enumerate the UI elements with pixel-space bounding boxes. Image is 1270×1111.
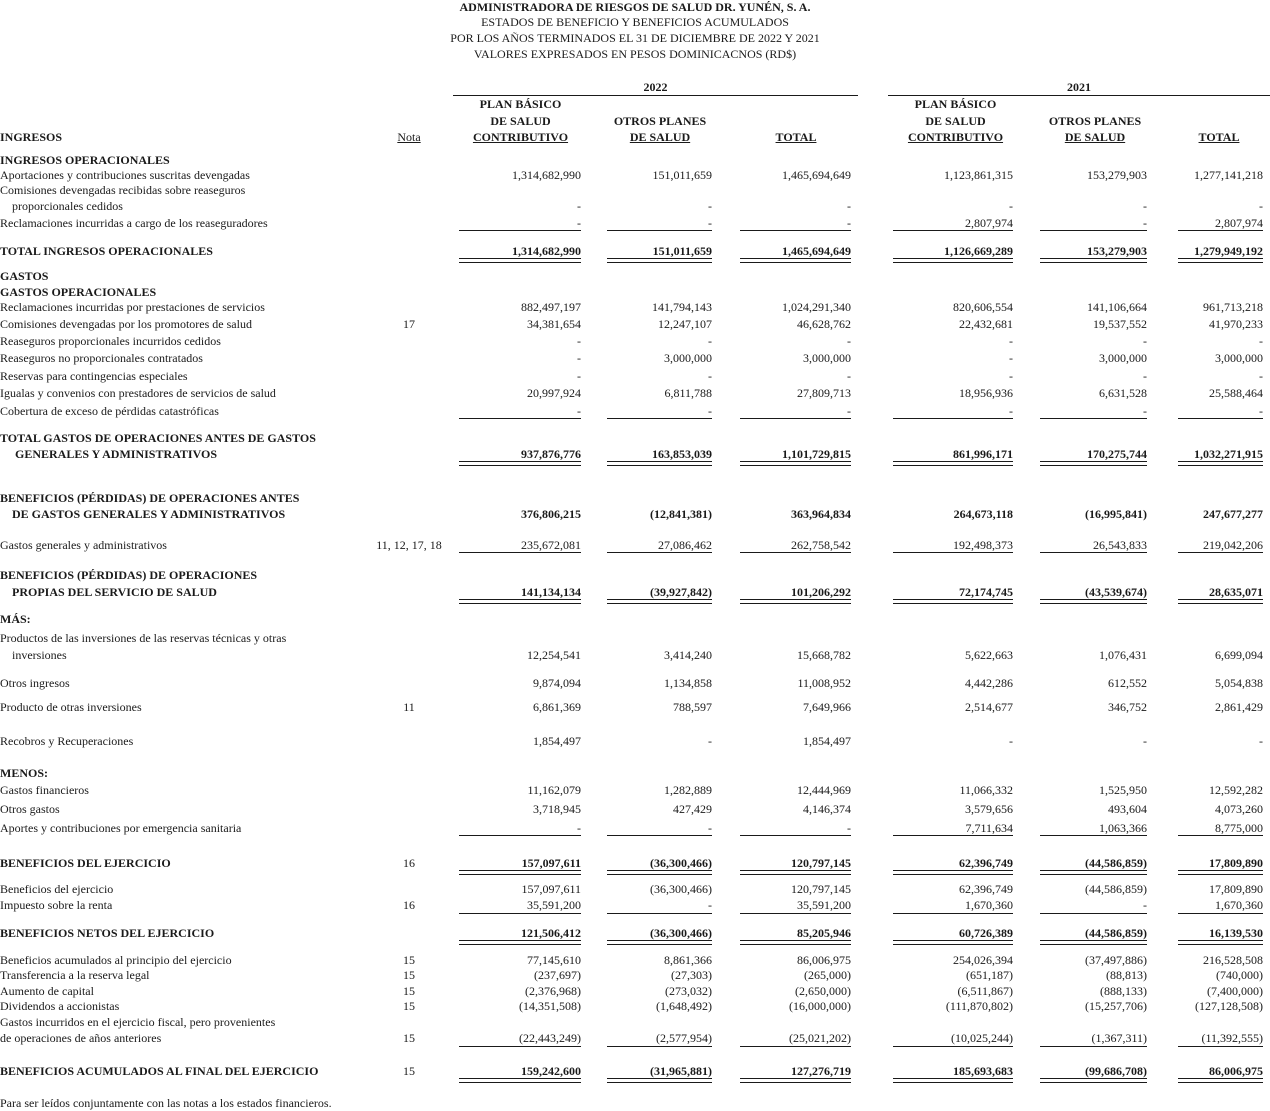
row-amount: (44,586,859) [1085,926,1147,940]
row-amount: 820,606,554 [953,300,1013,314]
row-amount: (44,586,859) [1085,856,1147,870]
row-label: BENEFICIOS (PÉRDIDAS) DE OPERACIONES [0,568,258,582]
company-name: ADMINISTRADORA DE RIESGOS DE SALUD DR. YUNÉN, S. A. [459,0,811,14]
year-2021-rule [888,95,1270,96]
row-amount: 3,000,000 [1099,351,1147,365]
row-label: Recobros y Recuperaciones [0,734,134,748]
row-amount: 961,713,218 [1203,300,1263,314]
row-label: BENEFICIOS ACUMULADOS AL FINAL DEL EJERCICIO [0,1064,319,1078]
row-amount: - [1009,404,1013,418]
row-amount: (127,128,508) [1195,999,1263,1013]
otros-2022-line2: DE SALUD [629,130,691,144]
row-amount: 4,073,260 [1215,802,1263,816]
row-label: Comisiones devengadas por los promotores de salud [0,317,252,331]
row-amount: 1,279,949,192 [1194,244,1263,258]
row-amount: 141,794,143 [652,300,712,314]
row-amount: - [1143,404,1147,418]
row-amount: - [1009,734,1013,748]
row-amount: 77,145,610 [527,953,581,967]
row-label: Impuesto sobre la renta [0,898,113,912]
row-amount: 5,622,663 [965,648,1013,662]
row-amount: (39,927,842) [650,585,712,599]
row-amount: - [708,369,712,383]
row-amount: 17,809,890 [1209,856,1263,870]
row-label: Aumento de capital [0,984,94,998]
row-amount: 15,668,782 [797,648,851,662]
row-amount: - [1143,369,1147,383]
row-amount: - [847,369,851,383]
row-amount: (2,650,000) [795,984,851,998]
row-amount: 62,396,749 [959,856,1013,870]
row-amount: 264,673,118 [953,507,1013,521]
row-amount: (2,376,968) [525,984,581,998]
row-amount: 3,000,000 [803,351,851,365]
nota-heading: Nota [397,130,421,144]
row-note: 15 [403,953,415,967]
row-label: GENERALES Y ADMINISTRATIVOS [15,447,218,461]
row-amount: - [577,216,581,230]
row-amount: 1,063,366 [1099,821,1147,835]
row-amount: - [708,734,712,748]
row-amount: 493,604 [1108,802,1147,816]
row-amount: 153,279,903 [1087,244,1147,258]
row-amount: (14,351,508) [519,999,581,1013]
row-amount: 1,854,497 [803,734,851,748]
row-amount: 19,537,552 [1093,317,1147,331]
row-amount: 937,876,776 [521,447,581,461]
row-amount: 11,066,332 [959,783,1013,797]
row-label: Gastos generales y administrativos [0,538,167,552]
otros-2021-line2: DE SALUD [1064,130,1126,144]
total-2021-heading: TOTAL [1198,130,1240,144]
row-label: Transferencia a la reserva legal [0,968,150,982]
row-amount: 3,414,240 [664,648,712,662]
row-amount: - [577,821,581,835]
row-amount: (44,586,859) [1085,882,1147,896]
row-label: PROPIAS DEL SERVICIO DE SALUD [12,585,217,599]
row-amount: 141,106,664 [1087,300,1147,314]
statement-period: POR LOS AÑOS TERMINADOS EL 31 DE DICIEMBRE DE 2022 Y 2021 [450,31,820,45]
row-amount: 11,008,952 [797,676,851,690]
row-label: BENEFICIOS NETOS DEL EJERCICIO [0,926,215,940]
row-label: MENOS: [0,766,48,780]
row-amount: 127,276,719 [791,1064,851,1078]
row-amount: 8,861,366 [664,953,712,967]
row-amount: 1,314,682,990 [512,244,581,258]
row-amount: 346,752 [1108,700,1147,714]
row-label: Cobertura de exceso de pérdidas catastróficas [0,404,219,418]
row-label: Reclamaciones incurridas a cargo de los reaseguradores [0,216,268,230]
row-amount: 1,126,669,289 [944,244,1013,258]
otros-2022-line1: OTROS PLANES [613,114,707,128]
row-amount: 141,134,134 [521,585,581,599]
row-amount: 2,514,677 [965,700,1013,714]
row-amount: 882,497,197 [521,300,581,314]
row-amount: (27,303) [671,968,712,982]
row-amount: (15,257,706) [1085,999,1147,1013]
row-amount: 8,775,000 [1215,821,1263,835]
row-note: 11 [403,700,415,714]
row-amount: (651,187) [966,968,1013,982]
row-amount: 1,134,858 [664,676,712,690]
row-label: Gastos financieros [0,783,89,797]
row-label: DE GASTOS GENERALES Y ADMINISTRATIVOS [12,507,286,521]
row-amount: 1,670,360 [965,898,1013,912]
row-amount: - [1143,199,1147,213]
year-2022-rule [453,95,858,96]
row-label: inversiones [12,648,67,662]
row-amount: 4,146,374 [803,802,851,816]
row-amount: 120,797,145 [791,882,851,896]
row-label: TOTAL INGRESOS OPERACIONALES [0,244,213,258]
row-label: Gastos incurridos en el ejercicio fiscal, pero provenientes [0,1015,276,1029]
row-label: TOTAL GASTOS DE OPERACIONES ANTES DE GASTOS [0,431,316,445]
row-label: BENEFICIOS (PÉRDIDAS) DE OPERACIONES ANTES [0,491,300,505]
row-amount: 235,672,081 [521,538,581,552]
row-amount: 16,139,530 [1209,926,1263,940]
plan-2022-line3: CONTRIBUTIVO [472,130,569,144]
row-amount: 216,528,508 [1203,953,1263,967]
row-amount: - [1259,334,1263,348]
row-amount: 120,797,145 [791,856,851,870]
row-amount: (99,686,708) [1085,1064,1147,1078]
row-amount: (36,300,466) [650,926,712,940]
row-label: Aportaciones y contribuciones suscritas devengadas [0,168,250,182]
row-amount: 25,588,464 [1209,386,1263,400]
row-amount: 72,174,745 [959,585,1013,599]
row-amount: 6,631,528 [1099,386,1147,400]
row-amount: 6,699,094 [1215,648,1263,662]
row-amount: - [1009,351,1013,365]
row-amount: 101,206,292 [791,585,851,599]
row-amount: 3,000,000 [664,351,712,365]
row-amount: 27,809,713 [797,386,851,400]
row-amount: - [577,369,581,383]
row-note: 15 [403,999,415,1013]
row-amount: 788,597 [673,700,712,714]
row-amount: 159,242,600 [521,1064,581,1078]
row-amount: 1,277,141,218 [1194,168,1263,182]
row-label: Comisiones devengadas recibidas sobre reaseguros [0,183,246,197]
row-amount: 163,853,039 [652,447,712,461]
statement-title: ESTADOS DE BENEFICIO Y BENEFICIOS ACUMULADOS [481,15,789,29]
row-amount: (88,813) [1106,968,1147,982]
row-amount: 28,635,071 [1209,585,1263,599]
row-amount: 41,970,233 [1209,317,1263,331]
row-amount: 7,711,634 [965,821,1013,835]
row-amount: (25,021,202) [789,1031,851,1045]
row-amount: 157,097,611 [521,882,581,896]
row-amount: (16,995,841) [1085,507,1147,521]
row-amount: 2,807,974 [1215,216,1263,230]
row-amount: - [1143,734,1147,748]
row-amount: 1,076,431 [1099,648,1147,662]
row-amount: 7,649,966 [803,700,851,714]
row-amount: 1,525,950 [1099,783,1147,797]
row-amount: 46,628,762 [797,317,851,331]
row-label: GASTOS OPERACIONALES [0,285,157,299]
row-amount: 376,806,215 [521,507,581,521]
row-amount: (36,300,466) [650,856,712,870]
row-note: 15 [403,1064,415,1078]
row-amount: - [1143,216,1147,230]
row-amount: - [577,404,581,418]
row-amount: 151,011,659 [652,168,712,182]
row-amount: 1,123,861,315 [944,168,1013,182]
row-amount: 86,006,975 [797,953,851,967]
row-amount: 11,162,079 [527,783,581,797]
row-amount: (10,025,244) [951,1031,1013,1045]
row-amount: 363,964,834 [791,507,851,521]
footer-note: Para ser leídos conjuntamente con las notas a los estados financieros. [0,1096,332,1110]
row-amount: - [708,334,712,348]
row-amount: 157,097,611 [521,856,581,870]
row-amount: 12,444,969 [797,783,851,797]
row-amount: 2,861,429 [1215,700,1263,714]
row-amount: 262,758,542 [791,538,851,552]
row-amount: - [847,216,851,230]
row-note: 16 [403,898,415,912]
row-amount: - [1143,334,1147,348]
row-amount: (12,841,381) [650,507,712,521]
row-amount: 1,101,729,815 [782,447,851,461]
row-amount: 1,282,889 [664,783,712,797]
row-amount: 247,677,277 [1203,507,1263,521]
row-amount: 9,874,094 [533,676,581,690]
row-amount: (36,300,466) [650,882,712,896]
row-label: BENEFICIOS DEL EJERCICIO [0,856,171,870]
row-amount: - [708,821,712,835]
row-amount: 254,026,394 [953,953,1013,967]
row-amount: - [708,404,712,418]
row-amount: - [847,404,851,418]
row-amount: - [1009,369,1013,383]
row-note: 17 [403,317,415,331]
row-amount: 151,011,659 [652,244,712,258]
row-amount: 1,670,360 [1215,898,1263,912]
row-amount: - [1143,898,1147,912]
row-amount: - [1009,199,1013,213]
plan-2022-line2: DE SALUD [490,114,551,128]
year-2022-heading: 2022 [643,80,668,94]
row-amount: 12,247,107 [658,317,712,331]
plan-2022-line1: PLAN BÁSICO [479,97,562,111]
row-label: Aportes y contribuciones por emergencia sanitaria [0,821,242,835]
row-amount: 1,465,694,649 [782,244,851,258]
row-amount: 62,396,749 [959,882,1013,896]
row-amount: (265,000) [804,968,851,982]
row-amount: 17,809,890 [1209,882,1263,896]
row-amount: 34,381,654 [527,317,581,331]
row-amount: - [847,334,851,348]
row-amount: (6,511,867) [957,984,1013,998]
row-label: proporcionales cedidos [12,199,123,213]
row-label: Reaseguros proporcionales incurridos cedidos [0,334,221,348]
row-amount: 20,997,924 [527,386,581,400]
row-amount: - [1259,734,1263,748]
row-amount: (237,697) [534,968,581,982]
row-note: 11, 12, 17, 18 [376,538,442,552]
row-amount: 85,205,946 [797,926,851,940]
row-amount: 612,552 [1108,676,1147,690]
row-label: Reclamaciones incurridas por prestaciones de servicios [0,300,265,314]
row-amount: - [577,351,581,365]
row-note: 16 [403,856,415,870]
row-label: Productos de las inversiones de las reservas técnicas y otras [0,631,287,645]
row-amount: - [708,199,712,213]
row-amount: 427,429 [673,802,712,816]
row-amount: - [1259,199,1263,213]
row-amount: 27,086,462 [658,538,712,552]
row-amount: 121,506,412 [521,926,581,940]
row-amount: - [847,821,851,835]
row-amount: 1,854,497 [533,734,581,748]
row-amount: (7,400,000) [1207,984,1263,998]
row-amount: 1,024,291,340 [782,300,851,314]
row-amount: 60,726,389 [959,926,1013,940]
row-amount: (1,367,311) [1091,1031,1147,1045]
row-amount: - [1259,369,1263,383]
row-label: Beneficios acumulados al principio del ejercicio [0,953,232,967]
row-amount: 170,275,744 [1087,447,1147,461]
row-amount: (37,497,886) [1085,953,1147,967]
row-amount: 219,042,206 [1203,538,1263,552]
row-amount: 153,279,903 [1087,168,1147,182]
row-amount: 35,591,200 [797,898,851,912]
plan-2021-line3: CONTRIBUTIVO [907,130,1004,144]
row-amount: 12,592,282 [1209,783,1263,797]
row-label: Reservas para contingencias especiales [0,369,188,383]
row-amount: 2,807,974 [965,216,1013,230]
row-amount: - [708,898,712,912]
row-amount: 6,861,369 [533,700,581,714]
year-2021-heading: 2021 [1067,80,1091,94]
row-amount: (31,965,881) [650,1064,712,1078]
row-label: Otros ingresos [0,676,70,690]
row-amount: - [577,334,581,348]
row-amount: 35,591,200 [527,898,581,912]
row-amount: 861,996,171 [953,447,1013,461]
row-amount: 6,811,788 [664,386,712,400]
otros-2021-line1: OTROS PLANES [1048,114,1142,128]
row-label: Producto de otras inversiones [0,700,142,714]
row-amount: 1,465,694,649 [782,168,851,182]
row-amount: 1,314,682,990 [512,168,581,182]
row-amount: (273,032) [665,984,712,998]
plan-2021-line1: PLAN BÁSICO [914,97,997,111]
row-amount: (2,577,954) [656,1031,712,1045]
row-label: de operaciones de años anteriores [0,1031,162,1045]
row-amount: (16,000,000) [789,999,851,1013]
row-amount: (740,000) [1216,968,1263,982]
row-amount: 185,693,683 [953,1064,1013,1078]
row-amount: - [847,199,851,213]
row-amount: (888,133) [1100,984,1147,998]
row-note: 15 [403,968,415,982]
row-amount: 22,432,681 [959,317,1013,331]
row-amount: (43,539,674) [1085,585,1147,599]
row-amount: 5,054,838 [1215,676,1263,690]
row-label: Otros gastos [0,802,60,816]
row-amount: 12,254,541 [527,648,581,662]
row-label: Dividendos a accionistas [0,999,120,1013]
row-amount: (1,648,492) [656,999,712,1013]
row-label: Reaseguros no proporcionales contratados [0,351,203,365]
row-label: Beneficios del ejercicio [0,882,114,896]
row-note: 15 [403,1031,415,1045]
row-amount: 18,956,936 [959,386,1013,400]
row-label: INGRESOS OPERACIONALES [0,153,170,167]
row-amount: 192,498,373 [953,538,1013,552]
row-label: MÁS: [0,612,31,626]
row-amount: 1,032,271,915 [1194,447,1263,461]
row-amount: 86,006,975 [1209,1064,1263,1078]
row-amount: 3,718,945 [533,802,581,816]
statement-currency: VALORES EXPRESADOS EN PESOS DOMINICACNOS (RD$) [473,47,797,61]
row-amount: (111,870,802) [945,999,1013,1013]
row-amount: - [708,216,712,230]
row-amount: (22,443,249) [519,1031,581,1045]
row-label: Igualas y convenios con prestadores de servicios de salud [0,386,276,400]
row-label: GASTOS [0,269,49,283]
row-amount: 26,543,833 [1093,538,1147,552]
row-amount: - [577,199,581,213]
total-2022-heading: TOTAL [775,130,817,144]
row-amount: - [1009,334,1013,348]
plan-2021-line2: DE SALUD [925,114,986,128]
row-amount: - [1259,404,1263,418]
row-note: 15 [403,984,415,998]
row-amount: (11,392,555) [1201,1031,1263,1045]
row-amount: 4,442,286 [965,676,1013,690]
row-amount: 3,579,656 [965,802,1013,816]
row-amount: 3,000,000 [1215,351,1263,365]
ingresos-heading: INGRESOS [0,130,63,144]
